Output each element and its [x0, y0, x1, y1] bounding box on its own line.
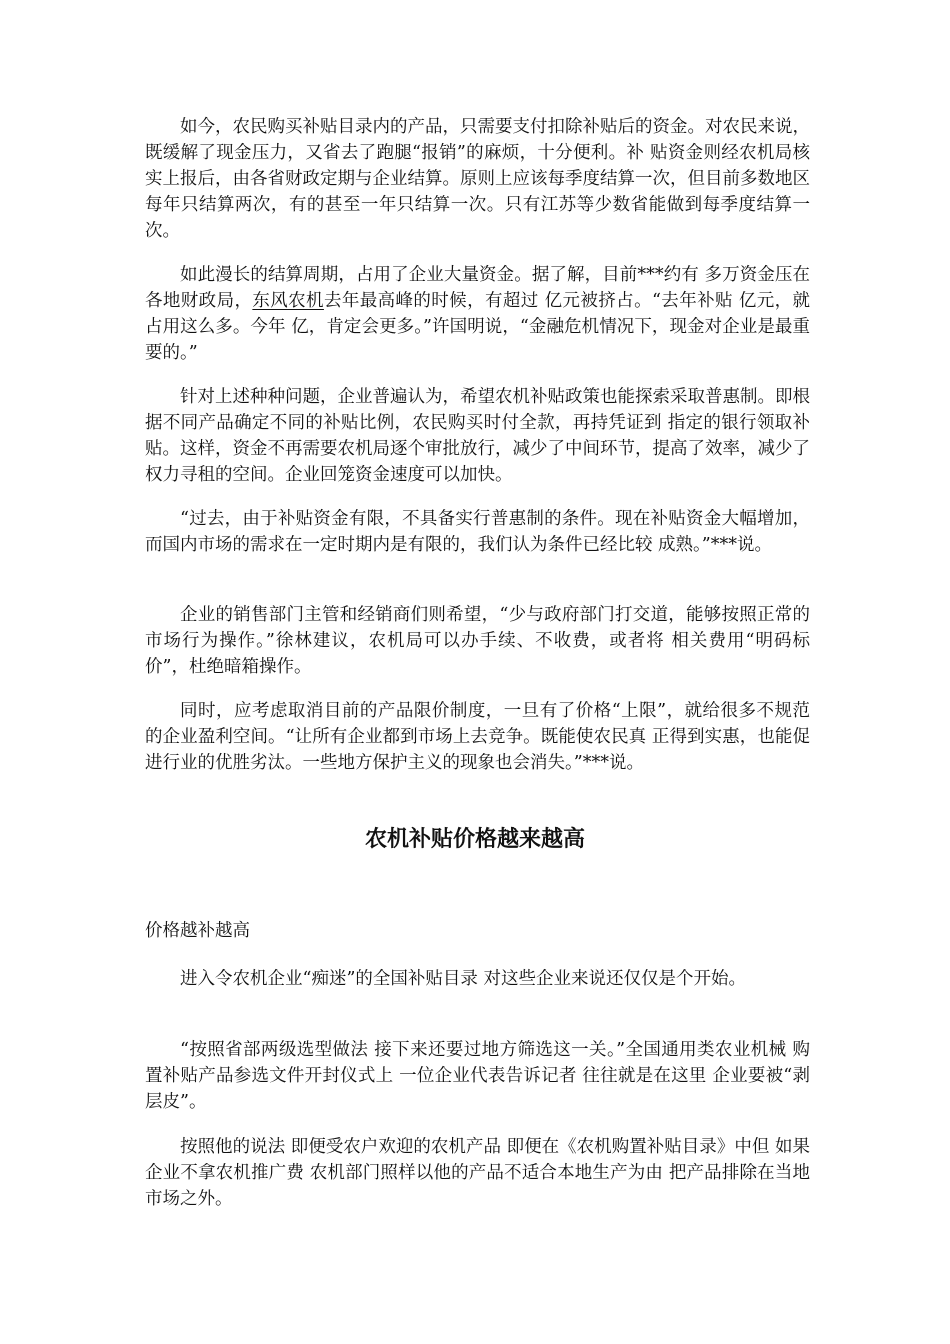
paragraph-price-cap: 同时，应考虑取消目前的产品限价制度，一旦有了价格“上限”，就给很多不规范的企业盈利空间。“让所有企业都到市场上去竞争。既能使农民真 正得到实惠，也能促进行业的优胜劣汰。一些地方保护主义的现象也会消失。”***说。	[145, 701, 810, 773]
paragraph-settlement-cycle	[145, 262, 810, 366]
paragraph-selection: “按照省部两级选型做法 接下来还要过地方筛选这一关。”全国通用类农业机械 购置补贴产品参选文件开封仪式上 一位企业代表告诉记者 往往就是在这里 企业要被“剥层皮”。	[145, 1040, 810, 1112]
paragraph-proposal: 针对上述种种问题，企业普遍认为，希望农机补贴政策也能探索采取普惠制。即根据不同产品确定不同的补贴比例，农民购买时付全款，再持凭证到 指定的银行领取补贴。这样，资金不再需要农机局逐个审批放行，减少了中间环节，提高了效率，减少了权力寻租的空间。企业回笼资金速度可以加快。	[145, 387, 810, 485]
paragraph-sales-managers: 企业的销售部门主管和经销商们则希望，“少与政府部门打交道，能够按照正常的市场行为操作。”徐林建议，农机局可以办手续、不收费，或者将 相关费用“明码标价”，杜绝暗箱操作。	[145, 605, 810, 677]
paragraph-text: 如此漫长的结算周期，占用了企业大量资金。据了解，目前***约有 多万资金压在各地财政局，	[145, 265, 810, 311]
paragraph-text: 去年最高峰的时候，有超过 亿元被挤占。“去年补贴 亿元，就占用这么多。今年 亿，肯定会更多。”许国明说，“金融危机情况下，现金对企业是最重要的。”	[145, 291, 811, 363]
section-heading: 农机补贴价格越来越高	[364, 827, 585, 852]
paragraph-exclusion: 按照他的说法 即便受农户欢迎的农机产品 即便在《农机购置补贴目录》中但 如果企业不拿农机推广费 农机部门照样以他的产品不适合本地生产为由 把产品排除在当地市场之外。	[145, 1137, 810, 1209]
company-link: 东风农机	[252, 291, 324, 311]
paragraph-catalog: 进入令农机企业“痴迷”的全国补贴目录 对这些企业来说还仅仅是个开始。	[180, 969, 746, 989]
paragraph-quote-past: “过去，由于补贴资金有限，不具备实行普惠制的条件。现在补贴资金大幅增加，而国内市场的需求在一定时期内是有限的，我们认为条件已经比较 成熟。”***说。	[145, 509, 810, 555]
subheading: 价格越补越高	[145, 921, 250, 941]
paragraph-settlement: 如今，农民购买补贴目录内的产品，只需要支付扣除补贴后的资金。对农民来说，既缓解了现金压力，又省去了跑腿“报销”的麻烦，十分便利。补 贴资金则经农机局核实上报后，由各省财政定期与企业结算。原则上应该每季度结算一次，但目前多数地区每年只结算两次，有的甚至一年只结算一次。只有江苏等少数省能做到每季度结算一次。	[145, 117, 810, 241]
